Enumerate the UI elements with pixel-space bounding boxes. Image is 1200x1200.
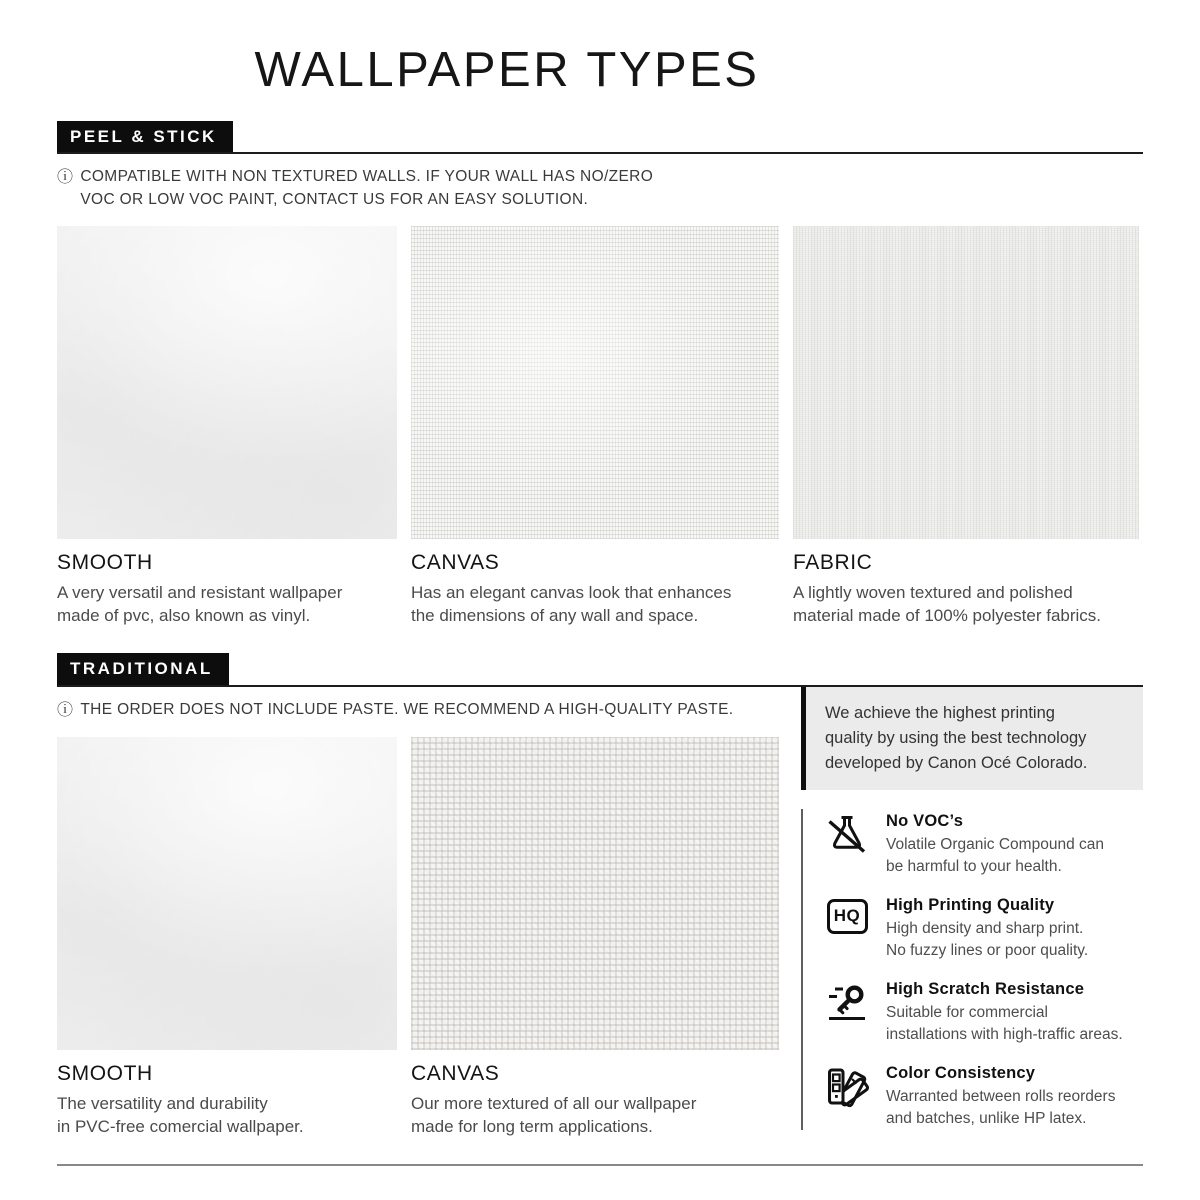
feature-text	[886, 812, 1104, 878]
swatch-description	[57, 581, 397, 627]
page-title: WALLPAPER TYPES	[254, 43, 760, 97]
canvas-texture-sample	[411, 737, 779, 1050]
feature-description	[886, 1002, 1123, 1046]
swatch-card	[57, 737, 397, 1138]
feature-description	[886, 1086, 1115, 1130]
swatch-card	[411, 737, 779, 1138]
desc-line: the dimensions of any wall and space.	[411, 606, 699, 626]
note-line: THE ORDER DOES NOT INCLUDE PASTE. WE RECOMMEND A HIGH-QUALITY PASTE.	[80, 700, 734, 718]
feature-title: Color Consistency	[886, 1063, 1036, 1082]
feature-no-voc	[824, 812, 1143, 878]
swatch-description	[411, 1092, 779, 1138]
traditional-column	[57, 687, 781, 1148]
feature-title: No VOC’s	[886, 811, 964, 830]
fabric-texture-sample	[793, 226, 1139, 539]
desc-line: made of pvc, also known as vinyl.	[57, 606, 311, 626]
traditional-note	[57, 699, 781, 722]
peel-stick-badge: PEEL & STICK	[57, 121, 233, 152]
swatch-description	[57, 1092, 397, 1138]
smooth-texture-sample	[57, 226, 397, 539]
feature-high-printing-quality	[824, 896, 1143, 962]
traditional-swatch-grid	[57, 737, 781, 1138]
traditional-note-text	[80, 699, 733, 722]
swatch-description	[793, 581, 1139, 627]
no-voc-flask-icon	[824, 812, 870, 860]
bottom-section	[57, 687, 1143, 1148]
feature-description	[886, 918, 1088, 962]
feature-list	[801, 809, 1143, 1130]
feature-color-consistency	[824, 1064, 1143, 1130]
info-icon: ⓘ	[57, 169, 74, 187]
desc-line: Has an elegant canvas look that enhances	[411, 583, 732, 603]
desc-line: The versatility and durability	[57, 1093, 268, 1113]
peel-stick-header-rule	[57, 121, 1143, 154]
desc-line: made for long term applications.	[411, 1116, 653, 1136]
feature-text	[886, 1064, 1115, 1130]
swatch-description	[411, 581, 779, 627]
desc-line: A lightly woven textured and polished	[793, 583, 1073, 603]
quote-line: We achieve the highest printing	[825, 703, 1055, 722]
traditional-badge: TRADITIONAL	[57, 653, 229, 684]
desc-line: Our more textured of all our wallpaper	[411, 1093, 697, 1113]
quote-line: developed by Canon Océ Colorado.	[825, 753, 1088, 772]
info-icon: ⓘ	[57, 701, 74, 719]
feature-text	[886, 980, 1123, 1046]
feature-title: High Scratch Resistance	[886, 979, 1085, 998]
quote-line: quality by using the best technology	[825, 728, 1087, 747]
swatch-name: CANVAS	[411, 551, 500, 575]
swatch-card	[793, 226, 1139, 627]
peel-stick-note-text	[80, 166, 653, 211]
note-line: COMPATIBLE WITH NON TEXTURED WALLS. IF YOUR WALL HAS NO/ZERO	[80, 168, 654, 186]
feature-description	[886, 834, 1104, 878]
info-column	[801, 687, 1143, 1148]
quote-box	[801, 687, 1143, 790]
peel-stick-swatch-grid	[57, 226, 1143, 627]
desc-line: A very versatil and resistant wallpaper	[57, 583, 343, 603]
bottom-divider	[57, 1164, 1143, 1166]
quote-text	[806, 687, 1143, 790]
desc-line: and batches, unlike HP latex.	[886, 1109, 1087, 1127]
color-swatches-icon	[824, 1064, 870, 1112]
swatch-name: FABRIC	[793, 551, 873, 575]
hq-badge-icon	[824, 896, 870, 944]
swatch-name: SMOOTH	[57, 1061, 153, 1085]
swatch-card	[57, 226, 397, 627]
swatch-name: CANVAS	[411, 1061, 500, 1085]
desc-line: material made of 100% polyester fabrics.	[793, 606, 1102, 626]
desc-line: be harmful to your health.	[886, 857, 1062, 875]
swatch-card	[411, 226, 779, 627]
feature-text	[886, 896, 1088, 962]
desc-line: Volatile Organic Compound can	[886, 835, 1104, 853]
note-line: VOC OR LOW VOC PAINT, CONTACT US FOR AN EASY SOLUTION.	[80, 190, 589, 208]
desc-line: Warranted between rolls reorders	[886, 1087, 1116, 1105]
swatch-name: SMOOTH	[57, 551, 153, 575]
traditional-header-rule	[57, 653, 1143, 686]
feature-scratch-resistance	[824, 980, 1143, 1046]
peel-stick-note	[57, 166, 1143, 211]
smooth-texture-sample	[57, 737, 397, 1050]
desc-line: in PVC-free comercial wallpaper.	[57, 1116, 304, 1136]
canvas-texture-sample	[411, 226, 779, 539]
desc-line: High density and sharp print.	[886, 919, 1084, 937]
key-scratch-icon	[824, 980, 870, 1028]
desc-line: No fuzzy lines or poor quality.	[886, 941, 1089, 959]
desc-line: installations with high-traffic areas.	[886, 1025, 1123, 1043]
hq-label: HQ	[827, 899, 868, 934]
desc-line: Suitable for commercial	[886, 1003, 1048, 1021]
feature-title: High Printing Quality	[886, 895, 1055, 914]
